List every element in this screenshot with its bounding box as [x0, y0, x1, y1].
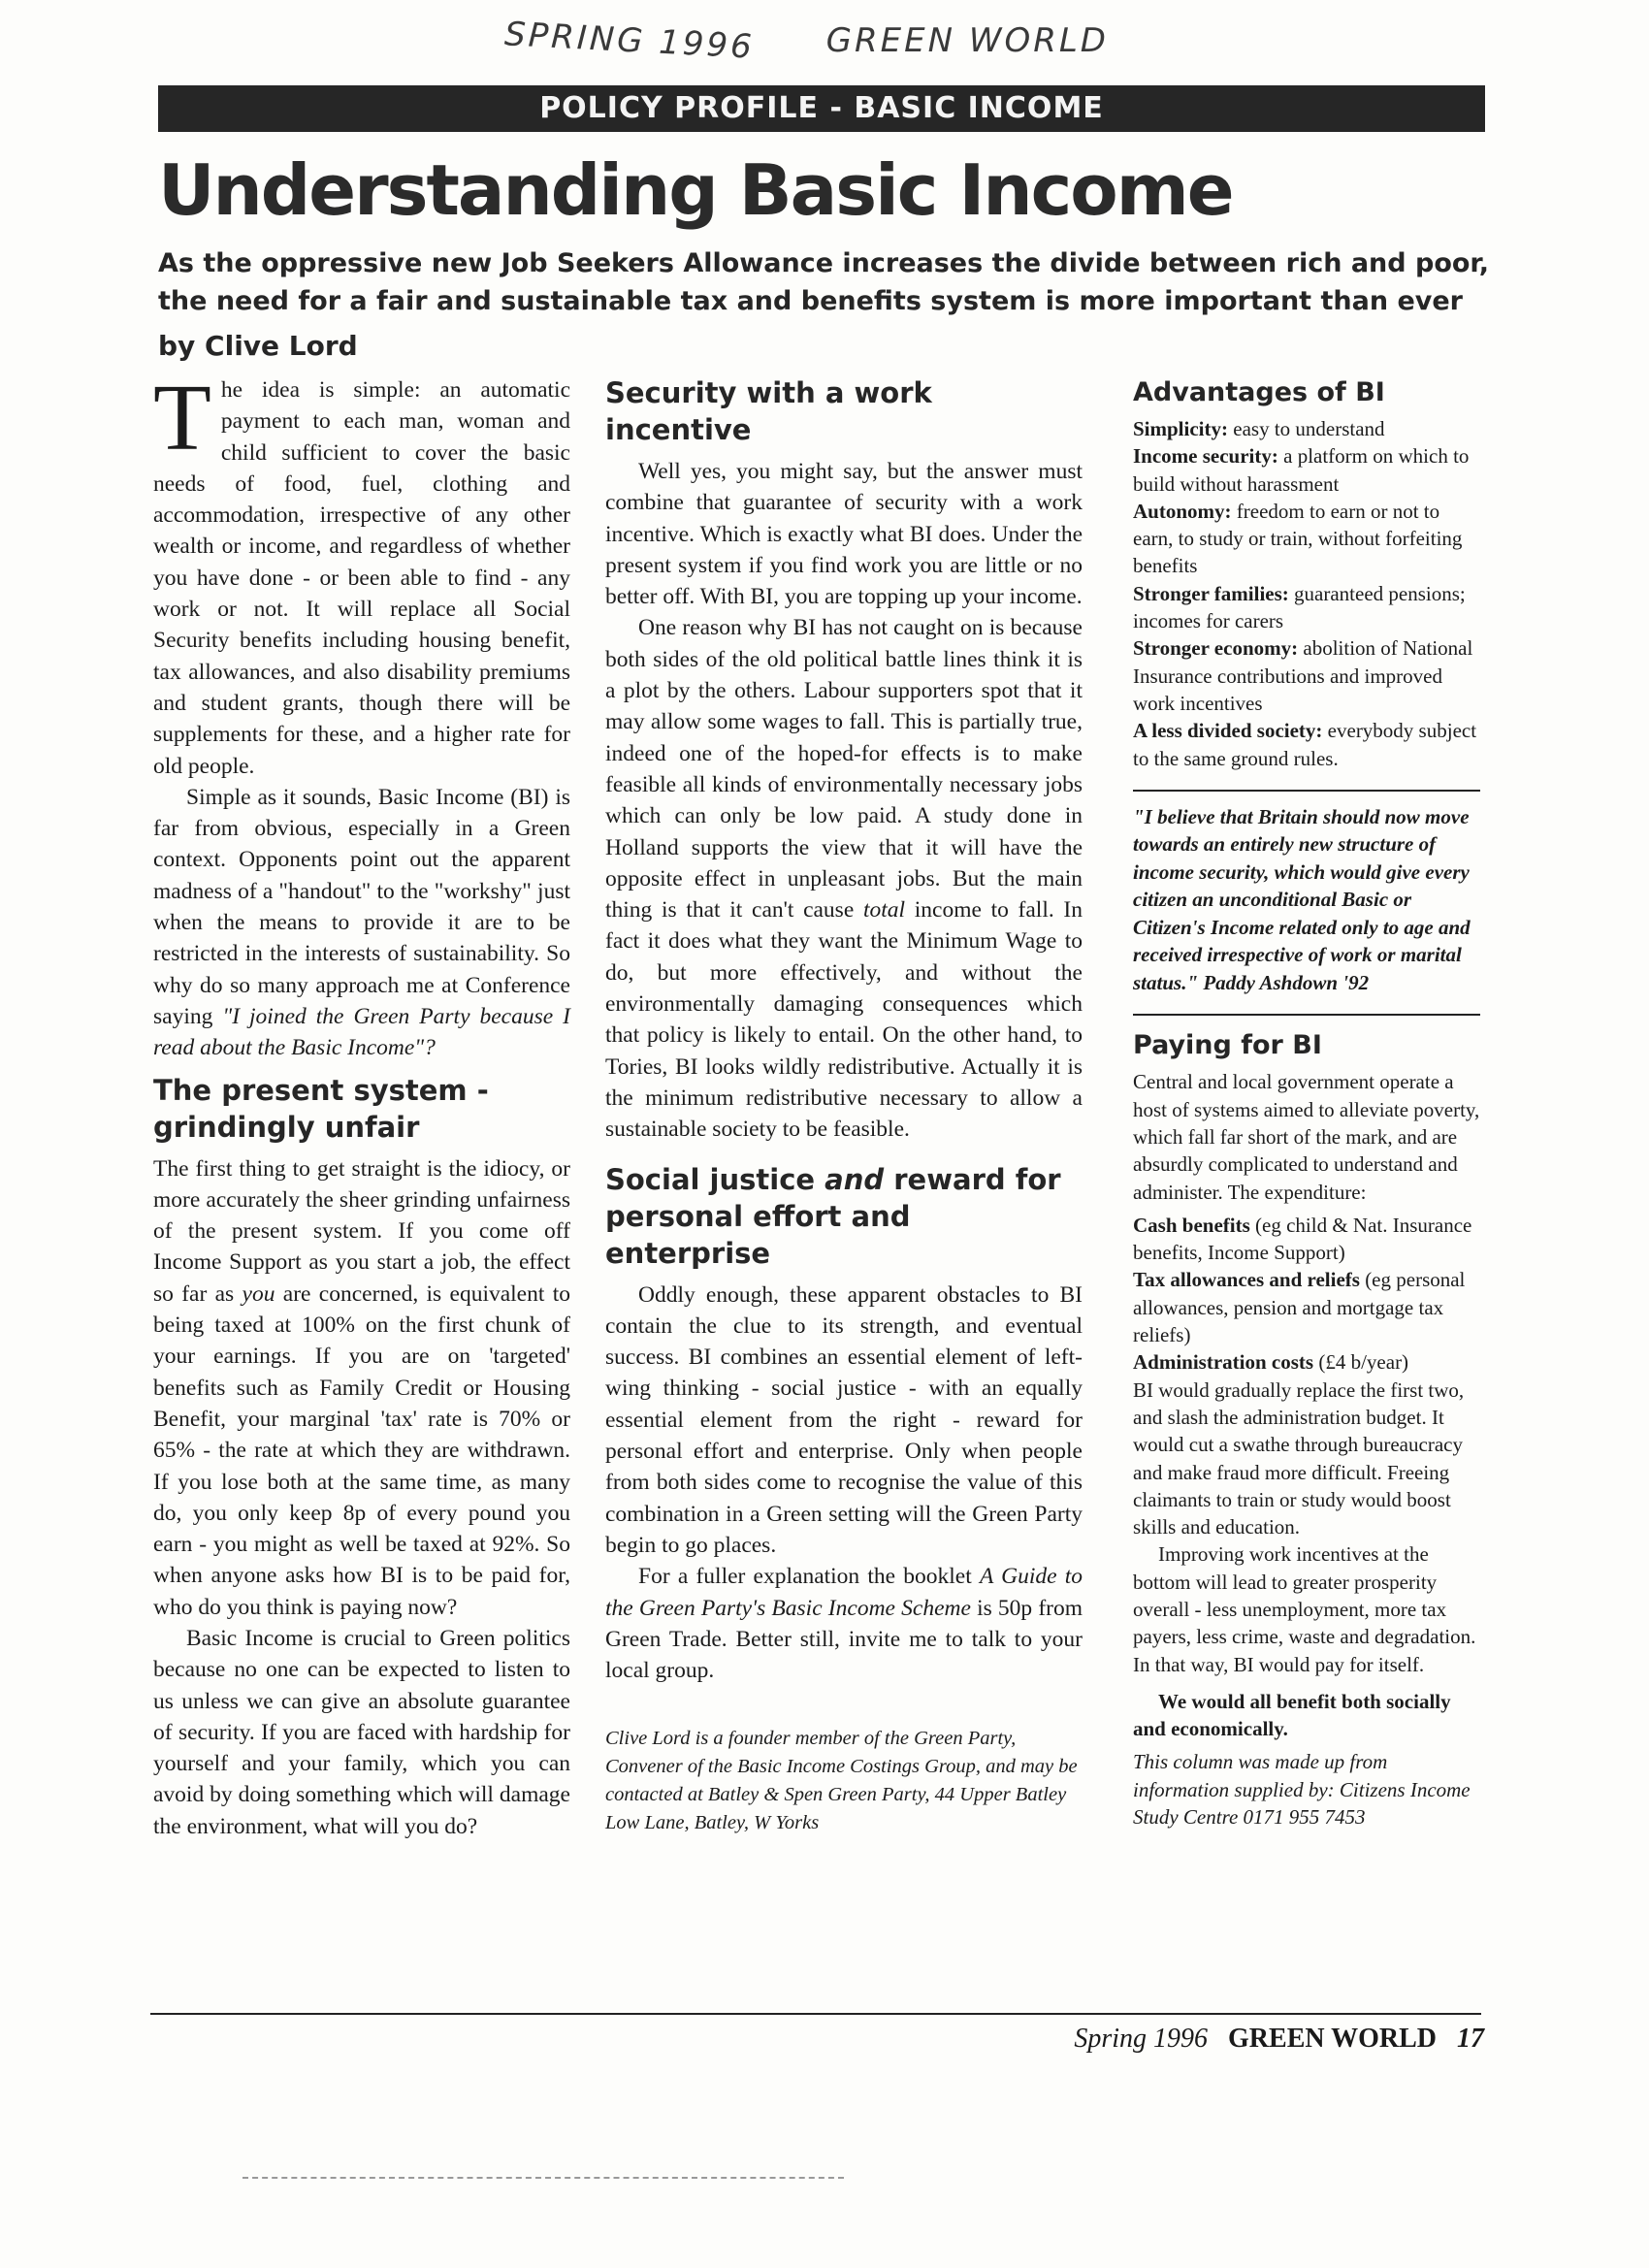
item-label: Stronger families: — [1133, 581, 1289, 605]
intro-text: he idea is simple: an automatic payment to each man, woman and child sufficient to cover the basic needs of food, fuel, clothing and accommodation, irrespective of any other wealth or income, and regardless of whether you have done - or been able to find - any work or not. It will replace all Social Security benefits including housing benefit, tax allowances, and also disability premiums and student grants, though there will be supplements for these, and a higher rate for old people. — [153, 377, 570, 779]
divider — [1133, 1014, 1480, 1016]
item-text: (eg child & Nat. Insurance benefits, Income Support) — [1133, 1213, 1472, 1265]
item-text: freedom to earn or not to earn, to study or train, without forfeiting benefits — [1133, 499, 1463, 578]
paragraph-text: One reason why BI has not caught on is because both sides of the old political battle lines think it is a plot by the others. Labour supporters spot that it may allow some wages to fall. This is partially true, indeed one of the hoped-for effects is to make feasible all kinds of environmentally necessary jobs which can only be low paid. A study done in Holland supports the view that it will have the opposite effect in unpleasant jobs. But the main thing is that it can't cause — [605, 615, 1083, 923]
list-item — [1133, 498, 1480, 580]
item-text: easy to understand — [1228, 417, 1385, 440]
paragraph-text: For a fuller explanation the booklet — [638, 1564, 980, 1590]
paragraph-text: is 50p from Green Trade. Better still, invite me to talk to your local group. — [605, 1595, 1083, 1684]
article-standfirst: As the oppressive new Job Seekers Allowance increases the divide between rich and poor, the need for a fair and sustainable tax and benefits system is more important than ever — [158, 248, 1490, 316]
emphasis: you — [242, 1280, 275, 1307]
item-text: abolition of National Insurance contributions and improved work incentives — [1133, 636, 1473, 715]
subheading: Paying for BI — [1133, 1030, 1322, 1061]
paragraph: Basic Income is crucial to Green politics because no one can be expected to listen to us unless we can give an absolute guarantee of security. If you are faced with hardship for yourself and your family, which you can avoid by doing something which will damage the environment, what will you do? — [153, 1625, 570, 1839]
article-byline: by Clive Lord — [158, 330, 358, 362]
subheading-text: reward for personal effort and enterprise — [605, 1162, 1061, 1270]
paragraph-text: Simple as it sounds, Basic Income (BI) is far from obvious, especially in a Green context. Opponents point out the apparent madness of a "handout" to the "workshy" just when the means to provide it are to be restricted in the interests of sustainability. So why do so many approach me at Conference saying — [153, 784, 570, 1029]
list-item — [1133, 442, 1480, 498]
emphasis: total — [862, 897, 906, 923]
article-column-1 — [153, 366, 570, 1842]
footer-magazine: GREEN WORLD — [1228, 2024, 1437, 2054]
footer-divider — [150, 2013, 1481, 2015]
handwritten-publication: GREEN WORLD — [825, 21, 1109, 60]
footer-season: Spring 1996 — [1074, 2024, 1209, 2054]
item-label: Income security: — [1133, 444, 1278, 469]
article-column-2 — [605, 374, 1083, 1837]
paragraph — [153, 1153, 570, 1623]
page-number: 17 — [1457, 2024, 1484, 2054]
article-headline: Understanding Basic Income — [158, 149, 1233, 231]
item-label: Simplicity: — [1133, 417, 1228, 440]
paragraph: Central and local government operate a host of systems aimed to alleviate poverty, which fall far short of the mark, and are absurdly complicated to understand and administer. The expenditure: — [1133, 1070, 1480, 1204]
item-label: A less divided society: — [1133, 719, 1323, 743]
subheading-text: Social justice — [605, 1162, 825, 1196]
subheading: Security with a work incentive — [605, 376, 932, 446]
paragraph: BI would gradually replace the first two, and slash the administration budget. It would cut a swathe through bureaucracy and make fraud more difficult. Freeing claimants to train or study would boost skills and education. — [1133, 1377, 1465, 1539]
list-item — [1133, 717, 1480, 772]
subheading — [605, 1161, 1083, 1272]
section-banner: POLICY PROFILE - BASIC INCOME — [158, 85, 1485, 132]
paragraph — [153, 782, 570, 1064]
divider — [1133, 790, 1480, 792]
item-text: everybody subject to the same ground rules. — [1133, 719, 1477, 770]
handwritten-date: SPRING 1996 — [503, 15, 756, 67]
list-item — [1133, 415, 1480, 442]
paragraph: Oddly enough, these apparent obstacles to BI contain the clue to its strength, and eventual success. BI combines an essential element of left-wing thinking - social justice - with an equally essential element from the right - reward for personal effort and enterprise. Only when people from both sides come to recognise the value of this combination in a Green setting will the Green Party begin to go places. — [605, 1281, 1083, 1558]
paragraph — [605, 612, 1083, 1145]
list-item — [1133, 1348, 1480, 1376]
drop-cap: T — [153, 366, 211, 470]
list-item — [1133, 1266, 1480, 1348]
item-label: Tax allowances and reliefs — [1133, 1268, 1360, 1292]
paragraph-text: income to fall. In fact it does what they want the Minimum Wage to do, but more effectively, and without the environmentally damaging consequences which that policy is likely to entail. On the other hand, to Tories, BI looks wildly redistributive. Actually it is the minimum redistributive necessary to allow a sustainable society to be feasible. — [605, 897, 1083, 1143]
paragraph: Improving work incentives at the bottom will lead to greater prosperity overall - less unemployment, more tax payers, less crime, waste and degradation. In that way, BI would pay for itself. — [1133, 1542, 1476, 1676]
item-label: Administration costs — [1133, 1350, 1314, 1375]
scan-artifact — [242, 2177, 844, 2179]
handwritten-annotation — [503, 15, 1183, 80]
author-note: Clive Lord is a founder member of the Green Party, Convener of the Basic Income Costings Group, and may be contacted at Batley & Spen Green Party, 44 Upper Batley Low Lane, Batley, W Yorks — [605, 1728, 1078, 1834]
list-item — [1133, 634, 1480, 717]
intro-paragraph — [153, 366, 570, 782]
booklet-title: A Guide to the Green Party's Basic Income Scheme — [605, 1564, 1083, 1621]
item-label: Stronger economy: — [1133, 636, 1299, 661]
subheading: Advantages of BI — [1133, 377, 1385, 407]
item-text: a platform on which to build without harassment — [1133, 444, 1470, 496]
item-label: Autonomy: — [1133, 499, 1232, 523]
page-footer — [999, 2024, 1484, 2055]
list-item — [1133, 580, 1480, 635]
item-label: Cash benefits — [1133, 1213, 1250, 1237]
item-text: (eg personal allowances, pension and mortgage tax reliefs) — [1133, 1268, 1466, 1347]
item-text: (£4 b/year) — [1313, 1350, 1409, 1375]
conclusion: We would all benefit both socially and economically. — [1133, 1689, 1451, 1741]
pull-quote: "I believe that Britain should now move towards an entirely new structure of income security, which would give every citizen an unconditional Basic or Citizen's Income related only to age and received irrespective of work or marital status." Paddy Ashdown '92 — [1133, 804, 1471, 994]
source-note: This column was made up from information supplied by: Citizens Income Study Centre 0171 955 7453 — [1133, 1750, 1471, 1830]
paragraph-text: are concerned, is equivalent to being taxed at 100% on the first chunk of your earnings. If you are on 'targeted' benefits such as Family Credit or Housing Benefit, your marginal 'tax' rate is 70% or 65% - the rate at which they are withdrawn. If you lose both at the same time, as many do, you only keep 8p of every pound you earn - you might as well be taxed at 92%. So when anyone asks how BI is to be paid for, who do you think is paying now? — [153, 1280, 570, 1620]
list-item — [1133, 1212, 1480, 1267]
paragraph-text: The first thing to get straight is the idiocy, or more accurately the sheer grinding unfairness of the present system. If you come off Income Support as you start a job, the effect so far as — [153, 1155, 570, 1307]
subheading: The present system - grindingly unfair — [153, 1073, 489, 1144]
sidebar-column — [1133, 374, 1480, 1831]
paragraph: Well yes, you might say, but the answer must combine that guarantee of security with a work incentive. Which is exactly what BI does. Under the present system if you find work you are little or no better off. With BI, you are topping up your income. — [605, 459, 1083, 610]
advantages-list — [1133, 415, 1480, 772]
inline-quote: "I joined the Green Party because I read about the Basic Income"? — [153, 1003, 570, 1061]
item-text: guaranteed pensions; incomes for carers — [1133, 581, 1466, 633]
subheading-emphasis: and — [824, 1162, 885, 1196]
paragraph — [605, 1561, 1083, 1686]
